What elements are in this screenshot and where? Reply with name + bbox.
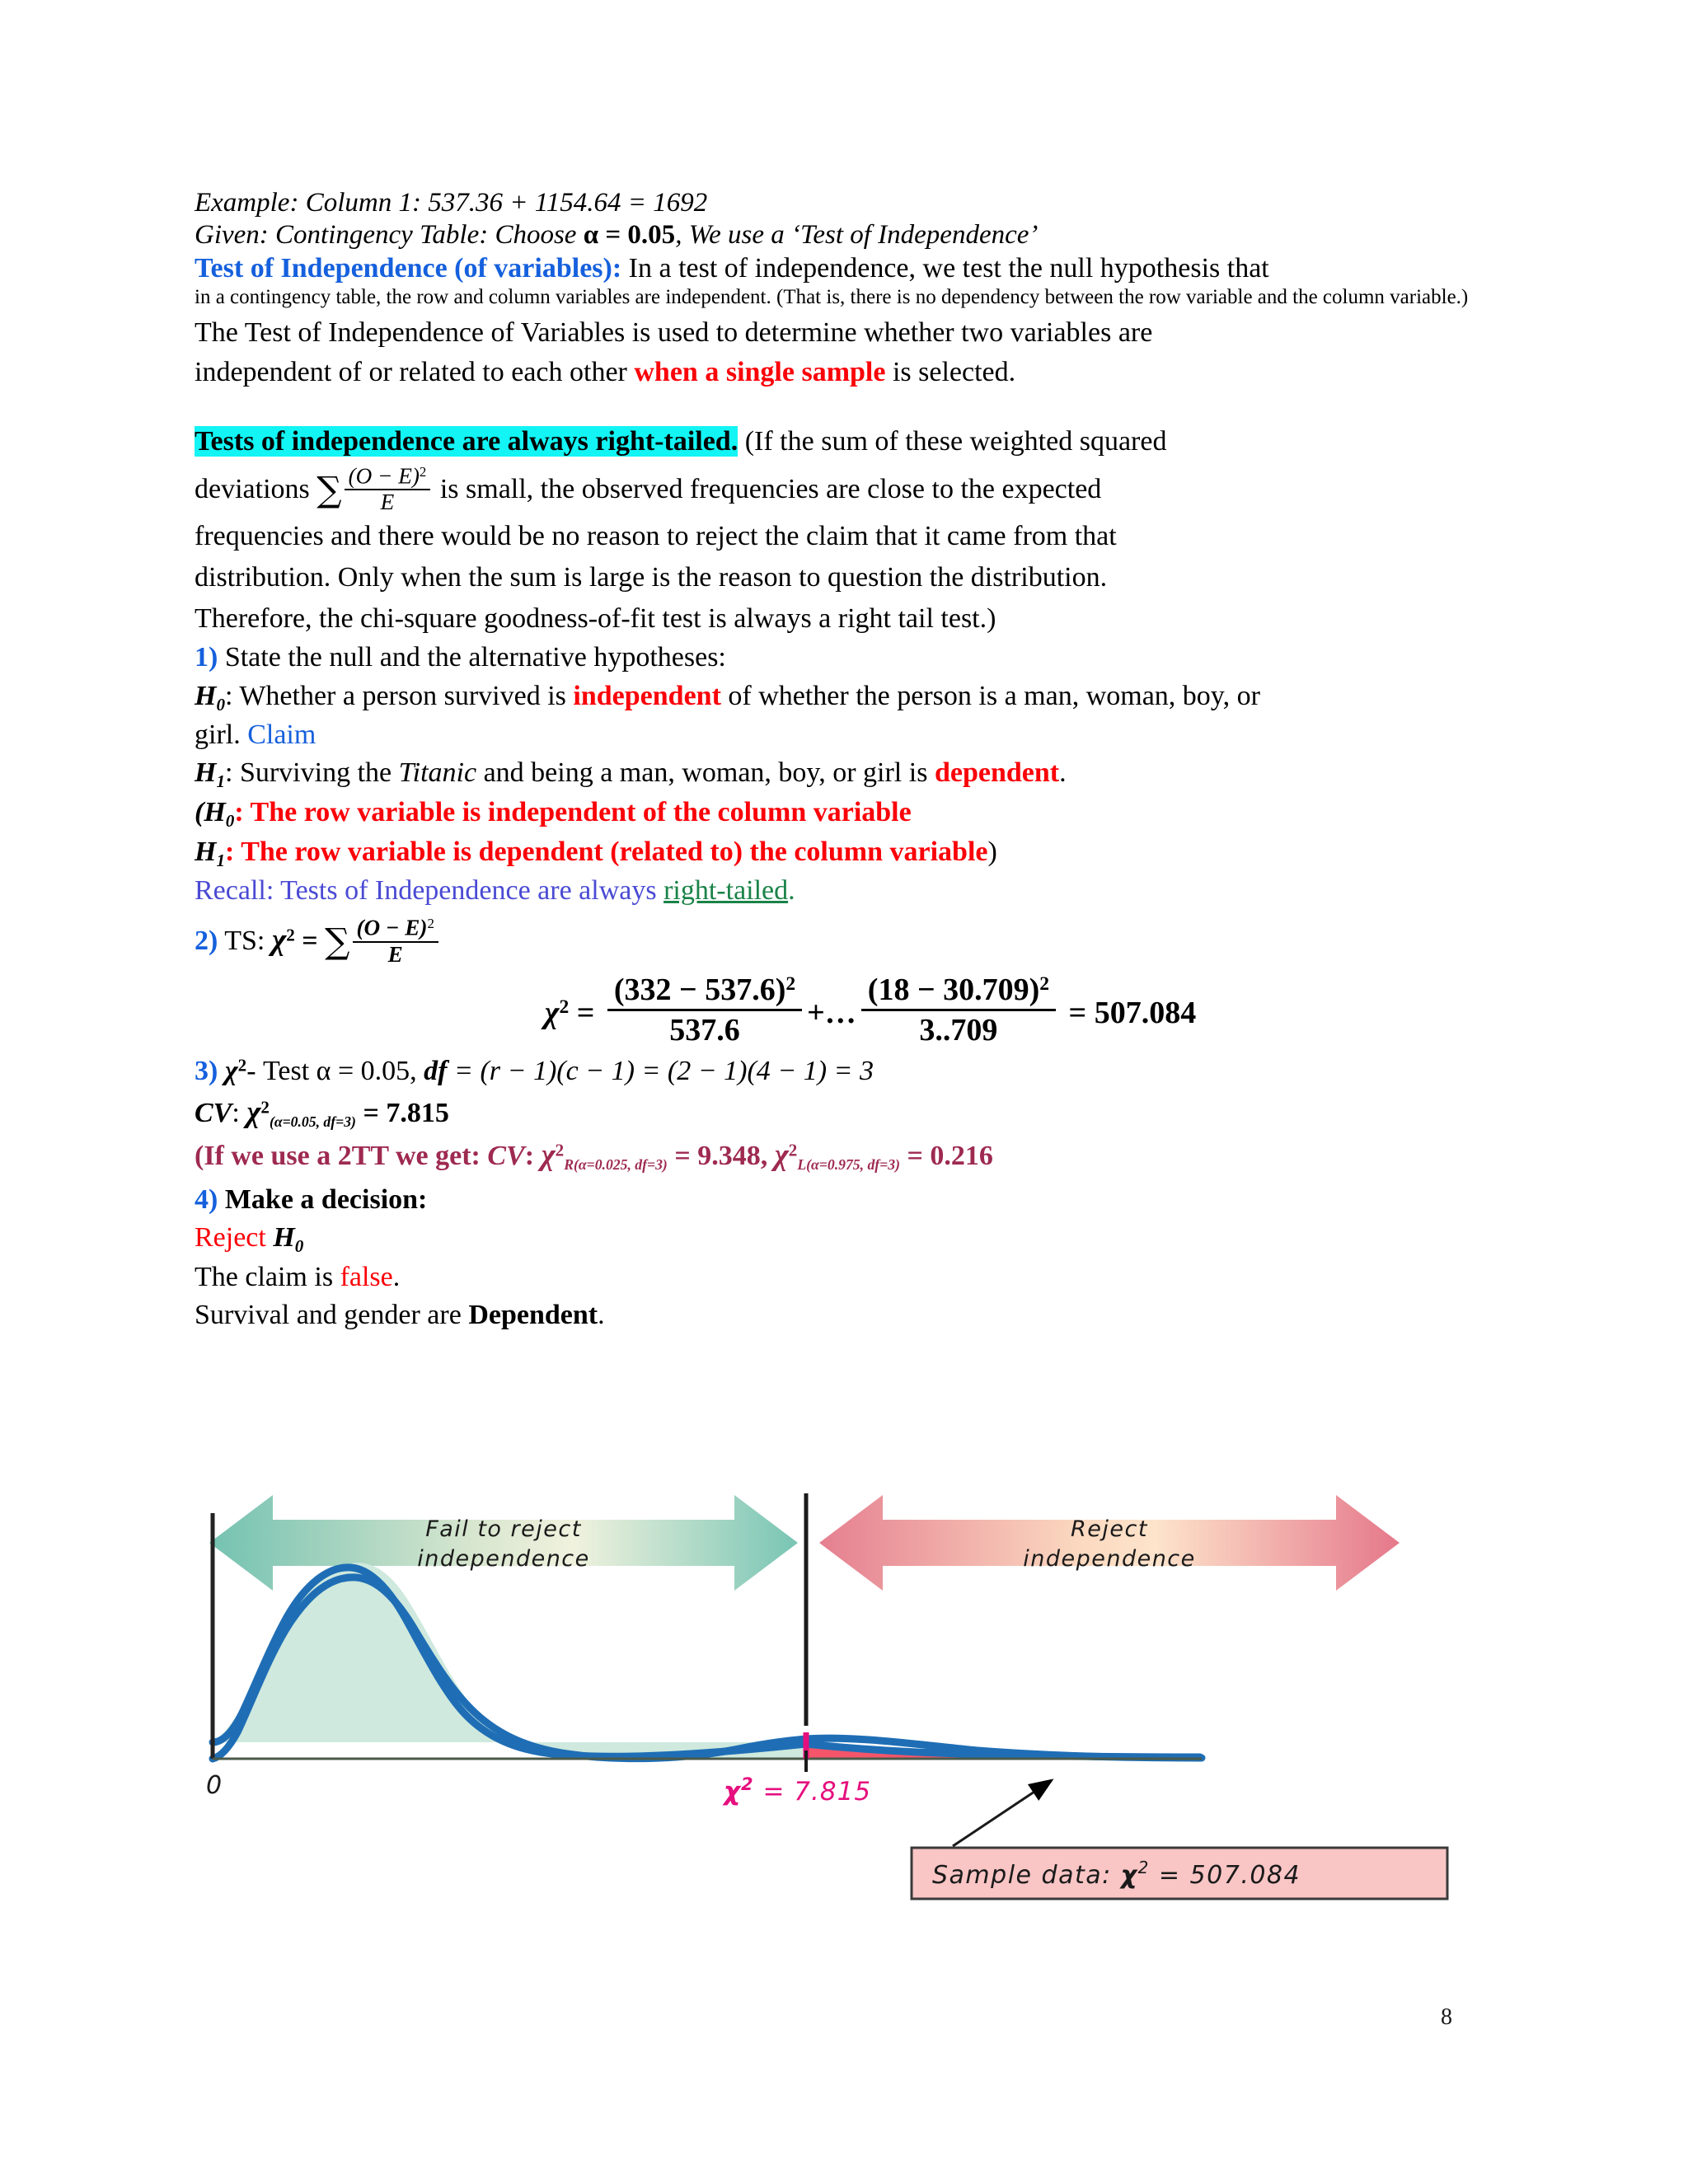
paren-h0 [195,794,1513,833]
toi-heading: Test of Independence (of variables): [195,253,622,284]
given-line [195,220,1513,251]
term-1-denominator: 537.6 [669,1013,740,1048]
step-3-text: - Test α = 0.05, [246,1055,424,1086]
ts-numerator: $(O - E)^2$ [353,916,438,942]
twott-pre: (If we use a 2TT we get: [195,1141,488,1172]
step-4-text: Make a decision: [218,1183,428,1215]
paren-h0-subscript: 0 [225,810,235,831]
conclusion-pre: Survival and gender are [195,1299,469,1330]
cv-value: = 7.815 [355,1098,449,1129]
h0-colon: : Whether a person survived is [225,680,574,711]
recall-pre: Recall: Tests of Independence are always [195,875,664,907]
h1-symbol: H [195,757,217,789]
step-2: 2) TS: $\chi^2$ = ∑ $\frac{(O - E)^2}{E}$ [195,916,1513,966]
deviation-numerator: $(O - E)^2$ [345,465,431,490]
term-1-numerator: $(332 - 537.6)^2$ [607,974,802,1011]
summation-icon: ∑ [316,470,342,511]
deviation-denominator: E [380,490,395,515]
h1-subscript: 1 [216,771,225,792]
reject-line2: independence [1023,1546,1196,1572]
chi-square-computation: $\chi^2$ = $\frac{(332 - 537.6)^2}{537.6}$ +… $\frac{(18 - 30.709)^2}{3..709}$ = 507.084 [544,972,1197,1048]
h0-girl: girl. [195,719,248,751]
critical-value-line: CV: $\chi^2_{(\alpha=0.05, df=3)} = 7.815$ [195,1094,449,1131]
reject-word: Reject [195,1221,274,1253]
given-prefix: Given: Contingency Table: Choose [195,220,584,250]
claim-false: false [340,1261,393,1292]
cv-label: CV [195,1098,232,1129]
recall-period: . [788,875,795,907]
after-highlight: (If the sum of these weighted squared [738,425,1167,457]
paren-line-3: distribution. Only when the sum is large is the reason to question the distribution. [195,562,1108,593]
null-hypothesis [195,677,1513,717]
formula-term-2 [861,974,1056,1047]
recall-line [195,872,1513,910]
page-number: 8 [1441,2004,1452,2030]
formula-chi: χ [544,996,560,1031]
step-1-text: State the null and the alternative hypotheses: [218,642,726,673]
cv-colon: : [232,1098,247,1129]
twott-chi-left: χ [774,1137,789,1172]
paren-h1-text: : The row variable is dependent (related to) the column variable [225,836,988,867]
h1-dependent-word: dependent [934,757,1060,789]
paren-line-4: Therefore, the chi-square goodness-of-fit test is always a right tail test.) [195,602,996,634]
deviations-row [195,465,1513,516]
ts-denominator: E [387,941,403,967]
h0-independent-word: independent [573,680,721,711]
spacer [195,393,1513,421]
step-3-number: 3) [195,1055,218,1086]
purpose-paragraph [195,313,1513,393]
purpose-line-2b: is selected. [885,357,1016,388]
step-4 [195,1181,1513,1219]
h1-mid: and being a man, woman, boy, or girl is [476,757,935,789]
twott-left-value: = 0.216 [899,1141,993,1172]
fail-to-reject-line2: independence [417,1546,590,1572]
twott-cv-label: CV [487,1141,525,1172]
reject-arrow [819,1495,1400,1591]
given-suffix: , We use a ‘Test of Independence’ [675,220,1039,250]
deviations-post: is small, the observed frequencies are close to the expected [433,474,1102,505]
paren-h1-subscript: 1 [216,850,225,870]
conclusion-period: . [598,1299,605,1330]
fail-to-reject-arrow [209,1495,798,1591]
purpose-line-2 [195,353,1513,392]
purpose-line-2a: independent of or related to each other [195,357,635,388]
callout-leader-line [953,1780,1052,1846]
svg-text:χ2 = 7.815: $\chi^2 = 7.815$ [724,1774,872,1807]
alpha-value: α = 0.05 [583,220,676,250]
paren-close: ) [987,836,997,867]
critical-value-label [722,1774,871,1807]
titanic-word: Titanic [398,757,477,789]
chi-symbol-ts: χ [271,923,287,958]
single-sample-emphasis: when a single sample [634,357,886,388]
twott-right-subscript: R(α=0.025, df=3) [564,1155,668,1173]
formula-term-1 [607,974,802,1047]
fail-to-reject-line1: Fail to reject [425,1516,582,1542]
df-symbol: df [424,1055,448,1086]
formula-equals: = [569,996,603,1031]
lecture-notes-body [195,188,1513,1334]
paren-open: ( [195,797,204,828]
sample-data-text: Sample data: $\chi^2 = 507.084$ [932,1858,1301,1890]
reject-h0-symbol: H [273,1221,295,1253]
highlight-row [195,421,1513,462]
paren-h1-symbol: H [195,836,217,867]
step-2-number: 2) [195,926,218,957]
ts-equals: = [294,926,326,957]
ts-fraction [353,916,438,966]
paren-h0-text: : The row variable is independent of the column variable [234,797,912,828]
summation-icon-ts: ∑ [325,921,350,963]
right-tailed-explanation [195,421,1513,640]
example-line [195,188,1513,218]
highlighted-sentence: Tests of independence are always right-tailed. [195,425,738,457]
formula-plus-dots: +… [807,996,856,1031]
df-expression: = (r − 1)(c − 1) = (2 − 1)(4 − 1) = 3 [447,1055,874,1086]
twott-right-value: = 9.348, [667,1141,775,1172]
claim-pre: The claim is [195,1261,340,1292]
test-of-independence-definition [195,253,1513,284]
term-2-numerator: $(18 - 30.709)^2$ [861,974,1056,1011]
claim-label: Claim [247,719,316,751]
h1-end: . [1059,757,1067,789]
step-1 [195,639,1513,677]
h1-colon: : Surviving the [225,757,399,789]
conclusion-line [195,1296,1513,1334]
chi-square-distribution-diagram [195,1460,1530,1955]
origin-label: 0 [206,1771,223,1800]
cv-subscript: (α=0.05, df=3) [269,1113,356,1131]
decision-line [195,1219,1513,1258]
step-3: 3) $\chi^2-$ Test α = 0.05, df = (r − 1)(c − 1) = (2 − 1)(4 − 1) = 3 [195,1055,874,1086]
deviation-fraction [345,465,431,514]
twott-colon: : [524,1141,542,1172]
formula-result: = 507.084 [1061,996,1197,1031]
h0-subscript: 0 [216,694,225,715]
sample-data-callout [912,1848,1447,1899]
example-text: Example: Column 1: 537.36 + 1154.64 = 1692 [195,188,708,218]
recall-right-tailed: right-tailed [663,875,789,907]
deviations-pre: deviations [195,474,317,505]
h0-symbol: H [195,680,217,711]
claim-period: . [392,1261,401,1292]
reject-line1: Reject [1071,1516,1148,1542]
step-4-number: 4) [195,1183,218,1215]
twott-chi-right: χ [541,1137,556,1172]
term-2-denominator: 3..709 [919,1013,998,1048]
step-2-label: TS: [218,926,272,957]
reject-h0-subscript: 0 [294,1235,304,1256]
cv-chi: χ [246,1094,261,1129]
twott-left-subscript: L(α=0.975, df=3) [797,1155,900,1173]
claim-line [195,1258,1513,1296]
two-tailed-note: (If we use a 2TT we get: CV: $\chi^2_{R(\alpha=0.025, df=3)} = 9.348$, $\chi^2_{L(\alpha=0.975, df=3)} = 0.216$ [195,1137,993,1173]
step-3-chi: χ [224,1055,238,1086]
toi-rest: In a test of independence, we test the null hypothesis that [621,253,1269,284]
conclusion-dependent: Dependent [468,1299,598,1330]
paren-h1 [195,833,1513,873]
step-1-number: 1) [195,642,218,673]
alternative-hypothesis [195,754,1513,794]
toi-small-print: in a contingency table, the row and column variables are independent. (That is, there is no dependency between the row variable and the column variable.) [195,286,1469,308]
paren-line-2: frequencies and there would be no reason to reject the claim that it came from that [195,521,1117,552]
null-hypothesis-line2 [195,716,1513,754]
h0-rest: of whether the person is a man, woman, boy, or [720,680,1260,711]
paren-h0-symbol: H [204,797,226,828]
purpose-line-1: The Test of Independence of Variables is used to determine whether two variables are [195,317,1153,348]
